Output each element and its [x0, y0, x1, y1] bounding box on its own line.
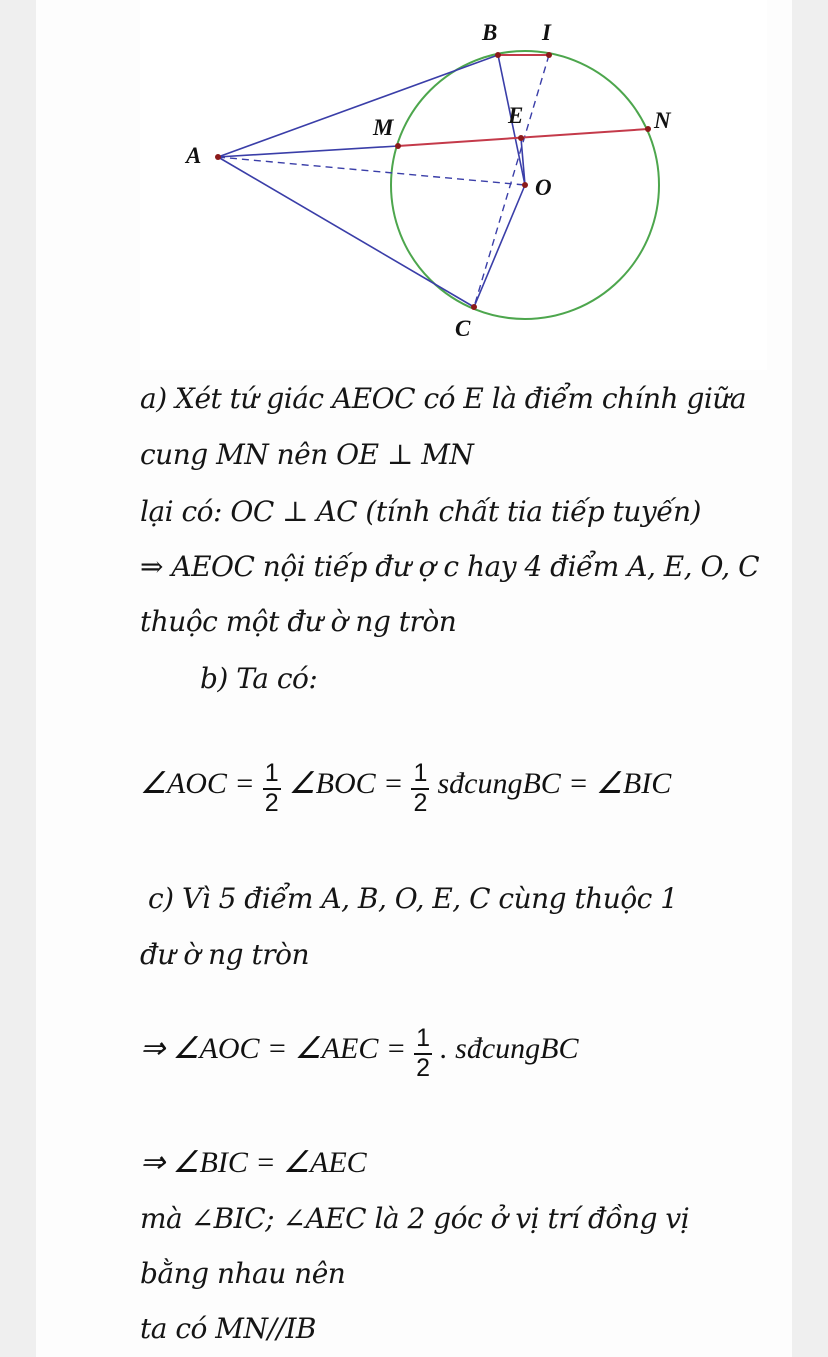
eq2-fraction — [414, 1025, 432, 1082]
line-conclusion: ta có MN//IB — [140, 1312, 316, 1345]
label-A: A — [186, 143, 202, 168]
point-I — [546, 52, 552, 58]
label-N: N — [654, 108, 671, 133]
label-I: I — [542, 20, 551, 45]
point-N — [645, 126, 651, 132]
part-a-line-1: a) Xét tứ giác AEOC có E là điểm chính giữa — [140, 382, 747, 415]
eq1-frac2-denominator: 2 — [413, 788, 428, 817]
part-a-line-3: lại có: OC ⊥ AC (tính chất tia tiếp tuyến) — [140, 495, 701, 528]
eq1-mid: ∠BOC = — [288, 767, 404, 800]
eq1-frac1-numerator: 1 — [263, 760, 281, 790]
part-b-heading: b) Ta có: — [200, 662, 318, 695]
label-B: B — [482, 20, 498, 45]
points-group — [215, 52, 651, 310]
eq1-fraction-1 — [263, 760, 281, 817]
equation-3 — [140, 1145, 367, 1180]
label-O: O — [535, 175, 552, 200]
geometry-figure — [0, 0, 828, 380]
line-bang-nhau: bằng nhau nên — [140, 1257, 346, 1290]
eq1-frac1-denominator: 2 — [264, 788, 279, 817]
eq1-frac2-numerator: 1 — [411, 760, 429, 790]
eq3-text: ⇒ ∠BIC = ∠AEC — [140, 1146, 367, 1179]
eq1-fraction-2 — [411, 760, 429, 817]
point-C — [471, 304, 477, 310]
label-C: C — [455, 316, 471, 341]
label-E: E — [508, 103, 524, 128]
part-a-line-5: thuộc một đư ờ ng tròn — [140, 605, 457, 638]
point-E — [518, 135, 524, 141]
point-A — [215, 154, 221, 160]
equation-1 — [140, 760, 671, 817]
part-c-line-2: đư ờ ng tròn — [140, 938, 309, 971]
eq1-right: sđcungBC = ∠BIC — [437, 767, 672, 800]
equation-2 — [140, 1025, 579, 1082]
segment-OC — [474, 185, 525, 307]
line-ma: mà ∠BIC; ∠AEC là 2 góc ở vị trí đồng vị — [140, 1202, 690, 1235]
eq2-frac-numerator: 1 — [414, 1025, 432, 1055]
segment-AC — [218, 157, 474, 307]
eq2-right: . sđcungBC — [440, 1032, 579, 1065]
eq2-frac-denominator: 2 — [416, 1053, 431, 1082]
part-c-line-1: c) Vì 5 điểm A, B, O, E, C cùng thuộc 1 — [148, 882, 678, 915]
point-O — [522, 182, 528, 188]
point-M — [395, 143, 401, 149]
part-a-line-2: cung MN nên OE ⊥ MN — [140, 438, 474, 471]
label-M: M — [373, 115, 394, 140]
segment-AO-dashed — [218, 157, 525, 185]
part-a-line-4: ⇒ AEOC nội tiếp đư ợ c hay 4 điểm A, E, O, C — [140, 550, 760, 583]
eq2-left: ⇒ ∠AOC = ∠AEC = — [140, 1032, 407, 1065]
eq1-left: ∠AOC = — [140, 767, 255, 800]
point-B — [495, 52, 501, 58]
